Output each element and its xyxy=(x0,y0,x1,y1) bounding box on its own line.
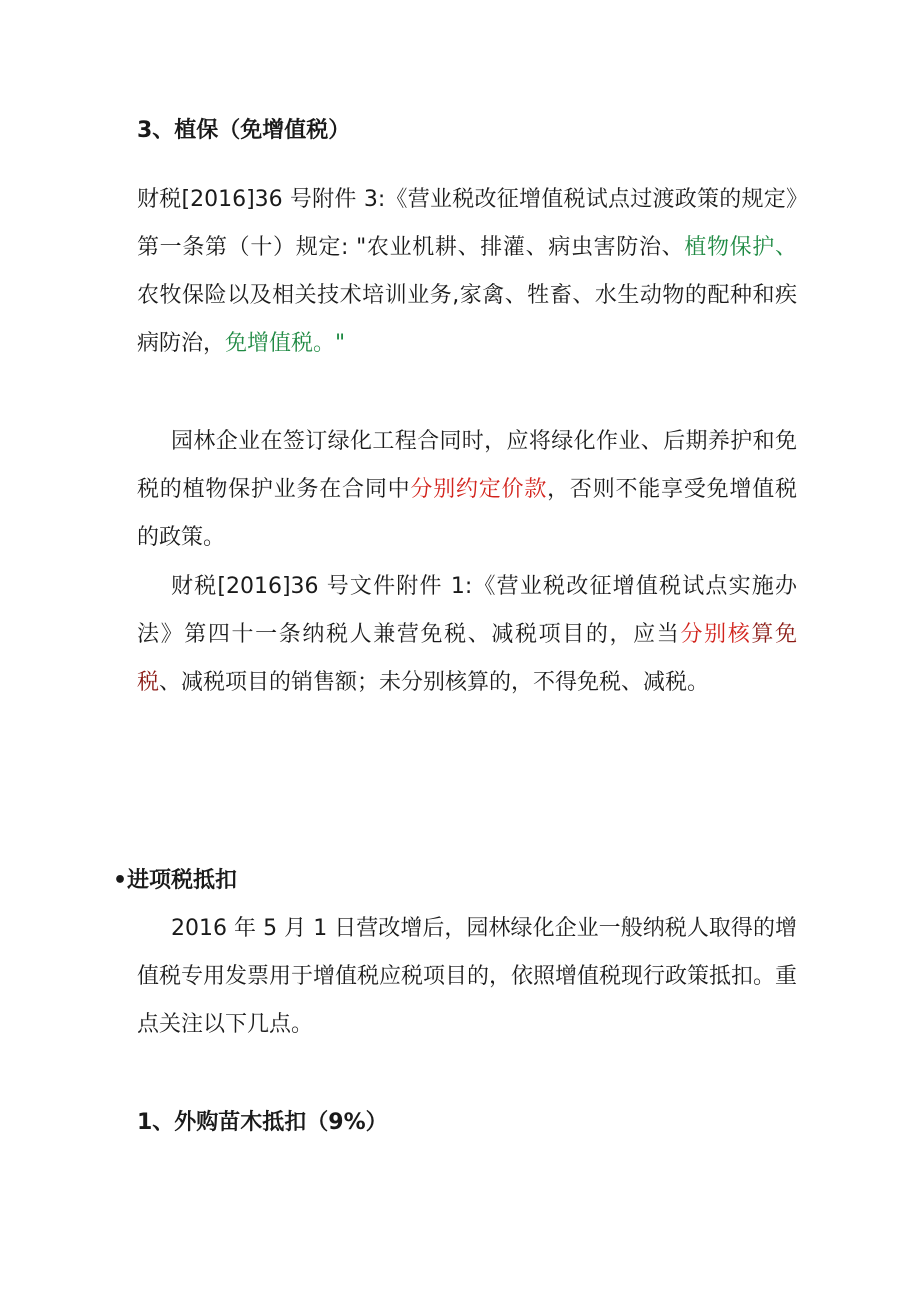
para2-text-1: 园林企业在签订绿化工程合同时，应将绿化作业、后期养护和免税的植物保护业务在合同中 xyxy=(137,429,797,502)
para3-highlight-exempt: 免税 xyxy=(137,622,797,695)
para3-highlight-separate-accounting: 分别核 xyxy=(680,622,752,647)
para2-highlight-separate-pricing: 分别约定价款 xyxy=(410,477,548,502)
accounting-paragraph xyxy=(137,563,797,707)
section-heading-plant-protection: 3、植保（免增值税） xyxy=(137,118,351,143)
policy-paragraph-plant-protection xyxy=(137,176,797,368)
section-heading-input-tax: •进项税抵扣 xyxy=(113,868,238,893)
input-tax-paragraph: 2016 年 5 月 1 日营改增后，园林绿化企业一般纳税人取得的增值税专用发票用于增值税应税项目的，依照增值税现行政策抵扣。重点关注以下几点。 xyxy=(137,916,798,1037)
para2-text-2: ，否则不能享受免增值税的政策。 xyxy=(137,477,797,550)
para1-highlight-plant-protection: 植物保护、 xyxy=(684,235,797,260)
para3-highlight-calc: 算 xyxy=(751,622,775,647)
para1-text-2: 农牧保险以及相关技术培训业务,家禽、牲畜、水生动物的配种和疾病防治， xyxy=(137,283,797,356)
para1-text-1: 财税[2016]36 号附件 3:《营业税改征增值税试点过渡政策的规定》第一条第（十）规定: "农业机耕、排灌、病虫害防治、 xyxy=(137,187,797,260)
para3-text-1: 财税[2016]36 号文件附件 1:《营业税改征增值税试点实施办法》第四十一条纳税人兼营免税、减税项目的，应当 xyxy=(137,574,797,647)
para1-highlight-vat-exempt: 免增值税。" xyxy=(225,331,346,356)
para3-text-2: 、减税项目的销售额；未分别核算的，不得免税、减税。 xyxy=(159,670,710,695)
contract-paragraph xyxy=(137,418,797,562)
section-heading-nursery-stock: 1、外购苗木抵扣（9%） xyxy=(137,1110,388,1135)
